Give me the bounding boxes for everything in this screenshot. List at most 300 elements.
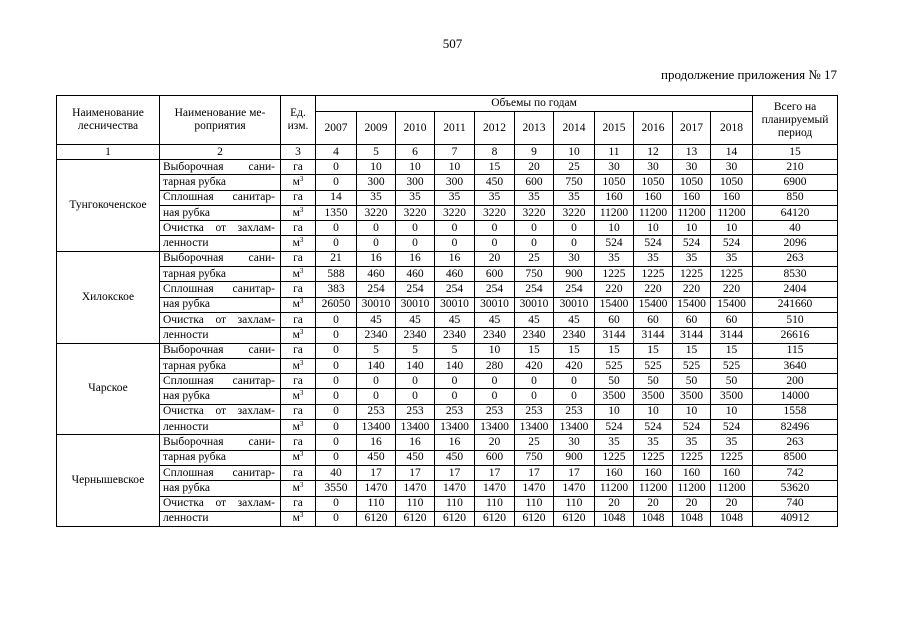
volume-cell: 0 bbox=[357, 236, 396, 251]
volume-cell: 0 bbox=[357, 221, 396, 236]
unit-cell bbox=[281, 267, 316, 282]
volume-cell: 524 bbox=[634, 236, 673, 251]
volume-cell: 35 bbox=[595, 435, 634, 450]
volume-cell: 900 bbox=[554, 267, 595, 282]
measure-name-line bbox=[160, 358, 281, 373]
volume-cell: 16 bbox=[357, 251, 396, 266]
table-row bbox=[57, 481, 838, 496]
volume-cell: 524 bbox=[673, 236, 711, 251]
unit-cell: га bbox=[281, 251, 316, 266]
volume-cell: 15 bbox=[554, 343, 595, 358]
table-row bbox=[57, 328, 838, 343]
volume-cell: 25 bbox=[554, 160, 595, 175]
volume-cell: 35 bbox=[595, 251, 634, 266]
volume-cell: 16 bbox=[435, 435, 475, 450]
volume-cell: 0 bbox=[475, 221, 515, 236]
unit-cell bbox=[281, 175, 316, 190]
total-cell: 26616 bbox=[753, 328, 838, 343]
volume-cell: 3500 bbox=[634, 389, 673, 404]
volume-cell: 20 bbox=[475, 435, 515, 450]
volume-cell: 45 bbox=[515, 312, 554, 327]
column-number: 1 bbox=[57, 145, 160, 160]
volume-cell: 420 bbox=[554, 358, 595, 373]
volume-cell: 1225 bbox=[595, 450, 634, 465]
volume-cell: 60 bbox=[595, 312, 634, 327]
unit-superscript: 3 bbox=[299, 480, 304, 489]
volume-cell: 35 bbox=[634, 251, 673, 266]
volume-cell: 30010 bbox=[515, 297, 554, 312]
volume-cell: 35 bbox=[357, 190, 396, 205]
table-row bbox=[57, 175, 838, 190]
unit-text: м bbox=[292, 175, 300, 188]
total-cell: 82496 bbox=[753, 420, 838, 435]
volume-cell: 40 bbox=[316, 465, 357, 480]
volume-cell: 0 bbox=[316, 343, 357, 358]
measure-text: ленности bbox=[163, 512, 209, 525]
volume-cell: 254 bbox=[554, 282, 595, 297]
volume-cell: 160 bbox=[595, 465, 634, 480]
volume-cell: 220 bbox=[595, 282, 634, 297]
volume-cell: 11200 bbox=[673, 481, 711, 496]
measure-text: ная рубка bbox=[163, 298, 210, 311]
volume-cell: 50 bbox=[595, 374, 634, 389]
volume-cell: 0 bbox=[554, 236, 595, 251]
volume-cell: 6120 bbox=[435, 511, 475, 526]
volume-cell: 1050 bbox=[595, 175, 634, 190]
volume-cell: 3144 bbox=[673, 328, 711, 343]
volume-cell: 1470 bbox=[357, 481, 396, 496]
volume-cell: 20 bbox=[595, 496, 634, 511]
volume-cell: 30 bbox=[554, 435, 595, 450]
volume-cell: 0 bbox=[435, 236, 475, 251]
measure-text: ленности bbox=[163, 328, 209, 341]
total-cell: 64120 bbox=[753, 205, 838, 220]
volume-cell: 11200 bbox=[711, 481, 753, 496]
table-row bbox=[57, 465, 838, 480]
volume-cell: 0 bbox=[435, 374, 475, 389]
volume-cell: 16 bbox=[396, 251, 435, 266]
volume-cell: 160 bbox=[673, 465, 711, 480]
measure-text: Сплошная санитар- bbox=[163, 283, 275, 296]
volume-cell: 35 bbox=[673, 435, 711, 450]
table-row bbox=[57, 389, 838, 404]
volume-cell: 0 bbox=[316, 236, 357, 251]
volume-cell: 2340 bbox=[554, 328, 595, 343]
forestry-name: Тунгокоченское bbox=[57, 160, 160, 252]
column-number: 2 bbox=[160, 145, 281, 160]
volume-cell: 17 bbox=[357, 465, 396, 480]
page-number: 507 bbox=[442, 36, 463, 51]
volume-cell: 6120 bbox=[554, 511, 595, 526]
column-number: 10 bbox=[554, 145, 595, 160]
volume-cell: 0 bbox=[515, 374, 554, 389]
volume-cell: 1225 bbox=[673, 267, 711, 282]
volume-cell: 30010 bbox=[554, 297, 595, 312]
table-row bbox=[57, 251, 838, 266]
volume-cell: 160 bbox=[595, 190, 634, 205]
table-row bbox=[57, 511, 838, 526]
volume-cell: 15400 bbox=[634, 297, 673, 312]
volume-cell: 900 bbox=[554, 450, 595, 465]
table-row bbox=[57, 374, 838, 389]
unit-cell: га bbox=[281, 160, 316, 175]
volume-cell: 50 bbox=[673, 374, 711, 389]
volume-cell: 2340 bbox=[515, 328, 554, 343]
volume-cell: 45 bbox=[475, 312, 515, 327]
volume-cell: 15400 bbox=[673, 297, 711, 312]
volume-cell: 6120 bbox=[475, 511, 515, 526]
header-unit: Ед. изм. bbox=[281, 96, 316, 145]
total-cell: 6900 bbox=[753, 175, 838, 190]
volume-cell: 0 bbox=[316, 175, 357, 190]
volume-cell: 11200 bbox=[673, 205, 711, 220]
volume-cell: 50 bbox=[711, 374, 753, 389]
volume-cell: 10 bbox=[634, 404, 673, 419]
volume-cell: 17 bbox=[515, 465, 554, 480]
measure-text: Очистка от захлам- bbox=[163, 405, 275, 418]
total-cell: 40 bbox=[753, 221, 838, 236]
volumes-table bbox=[56, 95, 838, 527]
volume-cell: 1470 bbox=[554, 481, 595, 496]
volume-cell: 3500 bbox=[711, 389, 753, 404]
volume-cell: 160 bbox=[634, 465, 673, 480]
volume-cell: 35 bbox=[396, 190, 435, 205]
volume-cell: 35 bbox=[515, 190, 554, 205]
volume-cell: 0 bbox=[396, 236, 435, 251]
measure-name-line bbox=[160, 205, 281, 220]
volume-cell: 1470 bbox=[435, 481, 475, 496]
volume-cell: 140 bbox=[435, 358, 475, 373]
unit-cell bbox=[281, 450, 316, 465]
measure-text: ная рубка bbox=[163, 206, 210, 219]
unit-superscript: 3 bbox=[299, 419, 304, 428]
volume-cell: 0 bbox=[515, 236, 554, 251]
volume-cell: 0 bbox=[396, 374, 435, 389]
volume-cell: 110 bbox=[515, 496, 554, 511]
volume-cell: 3144 bbox=[595, 328, 634, 343]
measure-name-line bbox=[160, 328, 281, 343]
volume-cell: 10 bbox=[634, 221, 673, 236]
volume-cell: 30 bbox=[634, 160, 673, 175]
volume-cell: 1050 bbox=[634, 175, 673, 190]
volume-cell: 20 bbox=[634, 496, 673, 511]
volume-cell: 524 bbox=[595, 420, 634, 435]
volume-cell: 15 bbox=[673, 343, 711, 358]
table-row bbox=[57, 267, 838, 282]
unit-superscript: 3 bbox=[299, 236, 304, 245]
volume-cell: 45 bbox=[554, 312, 595, 327]
volume-cell: 3220 bbox=[396, 205, 435, 220]
volume-cell: 30 bbox=[595, 160, 634, 175]
volume-cell: 15 bbox=[475, 160, 515, 175]
column-number: 3 bbox=[281, 145, 316, 160]
volume-cell: 17 bbox=[475, 465, 515, 480]
volume-cell: 1225 bbox=[711, 450, 753, 465]
total-cell: 3640 bbox=[753, 358, 838, 373]
volume-cell: 60 bbox=[711, 312, 753, 327]
unit-cell bbox=[281, 328, 316, 343]
volume-cell: 450 bbox=[396, 450, 435, 465]
measure-text: Выборочная сани- bbox=[163, 252, 275, 265]
volume-cell: 300 bbox=[396, 175, 435, 190]
measure-text: Очистка от захлам- bbox=[163, 221, 275, 234]
table-row bbox=[57, 160, 838, 175]
volume-cell: 25 bbox=[515, 251, 554, 266]
volume-cell: 110 bbox=[396, 496, 435, 511]
volume-cell: 30010 bbox=[475, 297, 515, 312]
total-cell: 241660 bbox=[753, 297, 838, 312]
measure-name-line bbox=[160, 282, 281, 297]
volume-cell: 6120 bbox=[396, 511, 435, 526]
volume-cell: 254 bbox=[396, 282, 435, 297]
volume-cell: 0 bbox=[316, 221, 357, 236]
volume-cell: 10 bbox=[396, 160, 435, 175]
table-row bbox=[57, 282, 838, 297]
volume-cell: 253 bbox=[435, 404, 475, 419]
column-number: 8 bbox=[475, 145, 515, 160]
volume-cell: 0 bbox=[475, 236, 515, 251]
measure-text: тарная рубка bbox=[163, 359, 227, 372]
volume-cell: 0 bbox=[316, 420, 357, 435]
volume-cell: 20 bbox=[711, 496, 753, 511]
volume-cell: 253 bbox=[554, 404, 595, 419]
table-row bbox=[57, 236, 838, 251]
volume-cell: 0 bbox=[316, 358, 357, 373]
volume-cell: 45 bbox=[357, 312, 396, 327]
volume-cell: 110 bbox=[554, 496, 595, 511]
volume-cell: 750 bbox=[515, 450, 554, 465]
header-year: 2011 bbox=[435, 112, 475, 145]
volume-cell: 50 bbox=[634, 374, 673, 389]
volume-cell: 35 bbox=[634, 435, 673, 450]
column-number: 6 bbox=[396, 145, 435, 160]
measure-text: ная рубка bbox=[163, 481, 210, 494]
measure-text: тарная рубка bbox=[163, 451, 227, 464]
total-cell: 742 bbox=[753, 465, 838, 480]
total-cell: 263 bbox=[753, 251, 838, 266]
measure-name-line bbox=[160, 251, 281, 266]
measure-text: Выборочная сани- bbox=[163, 160, 275, 173]
volume-cell: 11200 bbox=[634, 205, 673, 220]
volume-cell: 16 bbox=[357, 435, 396, 450]
total-cell: 200 bbox=[753, 374, 838, 389]
volume-cell: 20 bbox=[475, 251, 515, 266]
header-measure: Наименование ме-роприятия bbox=[160, 96, 281, 145]
total-cell: 210 bbox=[753, 160, 838, 175]
volume-cell: 1048 bbox=[634, 511, 673, 526]
volume-cell: 10 bbox=[595, 404, 634, 419]
volume-cell: 524 bbox=[711, 236, 753, 251]
volume-cell: 13400 bbox=[515, 420, 554, 435]
volume-cell: 525 bbox=[634, 358, 673, 373]
volume-cell: 10 bbox=[711, 221, 753, 236]
total-cell: 740 bbox=[753, 496, 838, 511]
measure-text: Очистка от захлам- bbox=[163, 313, 275, 326]
table-row bbox=[57, 312, 838, 327]
volume-cell: 525 bbox=[595, 358, 634, 373]
volume-cell: 0 bbox=[316, 312, 357, 327]
volume-cell: 300 bbox=[435, 175, 475, 190]
unit-cell: га bbox=[281, 496, 316, 511]
header-year: 2015 bbox=[595, 112, 634, 145]
table-row bbox=[57, 404, 838, 419]
table-row bbox=[57, 420, 838, 435]
header-year: 2017 bbox=[673, 112, 711, 145]
volume-cell: 140 bbox=[396, 358, 435, 373]
table-row bbox=[57, 435, 838, 450]
volume-cell: 524 bbox=[595, 236, 634, 251]
volume-cell: 45 bbox=[396, 312, 435, 327]
table-row bbox=[57, 297, 838, 312]
volume-cell: 11200 bbox=[595, 481, 634, 496]
header-volumes-by-year: Объемы по годам bbox=[316, 96, 753, 112]
volume-cell: 35 bbox=[673, 251, 711, 266]
volume-cell: 3220 bbox=[515, 205, 554, 220]
measure-text: ная рубка bbox=[163, 390, 210, 403]
volume-cell: 1225 bbox=[673, 450, 711, 465]
volume-cell: 110 bbox=[475, 496, 515, 511]
volume-cell: 1048 bbox=[673, 511, 711, 526]
unit-cell: га bbox=[281, 465, 316, 480]
unit-cell: га bbox=[281, 221, 316, 236]
measure-name-line bbox=[160, 496, 281, 511]
column-number: 15 bbox=[753, 145, 838, 160]
volume-cell: 30010 bbox=[357, 297, 396, 312]
volume-cell: 15400 bbox=[595, 297, 634, 312]
unit-cell bbox=[281, 297, 316, 312]
volume-cell: 10 bbox=[711, 404, 753, 419]
volume-cell: 0 bbox=[554, 389, 595, 404]
volume-cell: 11200 bbox=[595, 205, 634, 220]
volume-cell: 110 bbox=[357, 496, 396, 511]
volume-cell: 13400 bbox=[396, 420, 435, 435]
volume-cell: 6120 bbox=[357, 511, 396, 526]
volume-cell: 2340 bbox=[357, 328, 396, 343]
volume-cell: 588 bbox=[316, 267, 357, 282]
measure-text: Сплошная санитар- bbox=[163, 191, 275, 204]
header-year: 2014 bbox=[554, 112, 595, 145]
unit-superscript: 3 bbox=[299, 450, 304, 459]
total-cell: 40912 bbox=[753, 511, 838, 526]
unit-text: м bbox=[292, 481, 300, 494]
header-year: 2016 bbox=[634, 112, 673, 145]
unit-text: м bbox=[292, 298, 300, 311]
unit-text: м bbox=[292, 267, 300, 280]
volume-cell: 1470 bbox=[396, 481, 435, 496]
volume-cell: 60 bbox=[673, 312, 711, 327]
measure-name-line bbox=[160, 435, 281, 450]
volume-cell: 3220 bbox=[475, 205, 515, 220]
volume-cell: 0 bbox=[554, 374, 595, 389]
unit-cell bbox=[281, 205, 316, 220]
measure-name-line bbox=[160, 236, 281, 251]
volume-cell: 17 bbox=[554, 465, 595, 480]
volume-cell: 35 bbox=[711, 435, 753, 450]
appendix-continuation: продолжение приложения № 17 bbox=[661, 67, 837, 82]
unit-superscript: 3 bbox=[299, 174, 304, 183]
unit-text: м bbox=[292, 206, 300, 219]
unit-text: м bbox=[292, 359, 300, 372]
unit-text: м bbox=[292, 512, 300, 525]
unit-superscript: 3 bbox=[299, 297, 304, 306]
unit-superscript: 3 bbox=[299, 327, 304, 336]
volume-cell: 35 bbox=[435, 190, 475, 205]
measure-text: тарная рубка bbox=[163, 175, 227, 188]
header-year: 2012 bbox=[475, 112, 515, 145]
unit-cell bbox=[281, 420, 316, 435]
unit-superscript: 3 bbox=[299, 205, 304, 214]
header-total: Всего на планируемый период bbox=[753, 96, 838, 145]
volume-cell: 220 bbox=[634, 282, 673, 297]
volume-cell: 140 bbox=[357, 358, 396, 373]
volume-cell: 17 bbox=[435, 465, 475, 480]
forestry-name: Чернышевское bbox=[57, 435, 160, 527]
volume-cell: 35 bbox=[554, 190, 595, 205]
volume-cell: 0 bbox=[316, 160, 357, 175]
header-year: 2018 bbox=[711, 112, 753, 145]
volume-cell: 1470 bbox=[475, 481, 515, 496]
volume-cell: 26050 bbox=[316, 297, 357, 312]
measure-name-line bbox=[160, 160, 281, 175]
volume-cell: 253 bbox=[515, 404, 554, 419]
measure-name-line bbox=[160, 389, 281, 404]
volume-cell: 450 bbox=[475, 175, 515, 190]
volume-cell: 160 bbox=[634, 190, 673, 205]
volume-cell: 0 bbox=[396, 389, 435, 404]
volume-cell: 0 bbox=[316, 496, 357, 511]
volume-cell: 450 bbox=[357, 450, 396, 465]
volume-cell: 10 bbox=[435, 160, 475, 175]
unit-cell: га bbox=[281, 190, 316, 205]
volume-cell: 0 bbox=[475, 374, 515, 389]
volume-cell: 460 bbox=[435, 267, 475, 282]
volume-cell: 2340 bbox=[475, 328, 515, 343]
volume-cell: 30 bbox=[554, 251, 595, 266]
volume-cell: 3144 bbox=[634, 328, 673, 343]
volume-cell: 254 bbox=[475, 282, 515, 297]
forestry-name: Хилокское bbox=[57, 251, 160, 343]
volume-cell: 254 bbox=[515, 282, 554, 297]
volume-cell: 600 bbox=[475, 267, 515, 282]
measure-text: Выборочная сани- bbox=[163, 435, 275, 448]
column-number: 9 bbox=[515, 145, 554, 160]
measure-name-line bbox=[160, 297, 281, 312]
measure-text: тарная рубка bbox=[163, 267, 227, 280]
volume-cell: 13400 bbox=[554, 420, 595, 435]
volume-cell: 3220 bbox=[357, 205, 396, 220]
volume-cell: 383 bbox=[316, 282, 357, 297]
unit-cell bbox=[281, 358, 316, 373]
volume-cell: 6120 bbox=[515, 511, 554, 526]
total-cell: 8500 bbox=[753, 450, 838, 465]
measure-name-line bbox=[160, 481, 281, 496]
table-row bbox=[57, 450, 838, 465]
volume-cell: 253 bbox=[396, 404, 435, 419]
volume-cell: 0 bbox=[475, 389, 515, 404]
volume-cell: 1048 bbox=[595, 511, 634, 526]
volume-cell: 3500 bbox=[673, 389, 711, 404]
forestry-name: Чарское bbox=[57, 343, 160, 435]
volume-cell: 253 bbox=[357, 404, 396, 419]
volume-cell: 525 bbox=[673, 358, 711, 373]
measure-name-line bbox=[160, 420, 281, 435]
volume-cell: 160 bbox=[711, 465, 753, 480]
unit-superscript: 3 bbox=[299, 266, 304, 275]
total-cell: 1558 bbox=[753, 404, 838, 419]
column-number: 7 bbox=[435, 145, 475, 160]
unit-cell bbox=[281, 511, 316, 526]
table-row bbox=[57, 358, 838, 373]
